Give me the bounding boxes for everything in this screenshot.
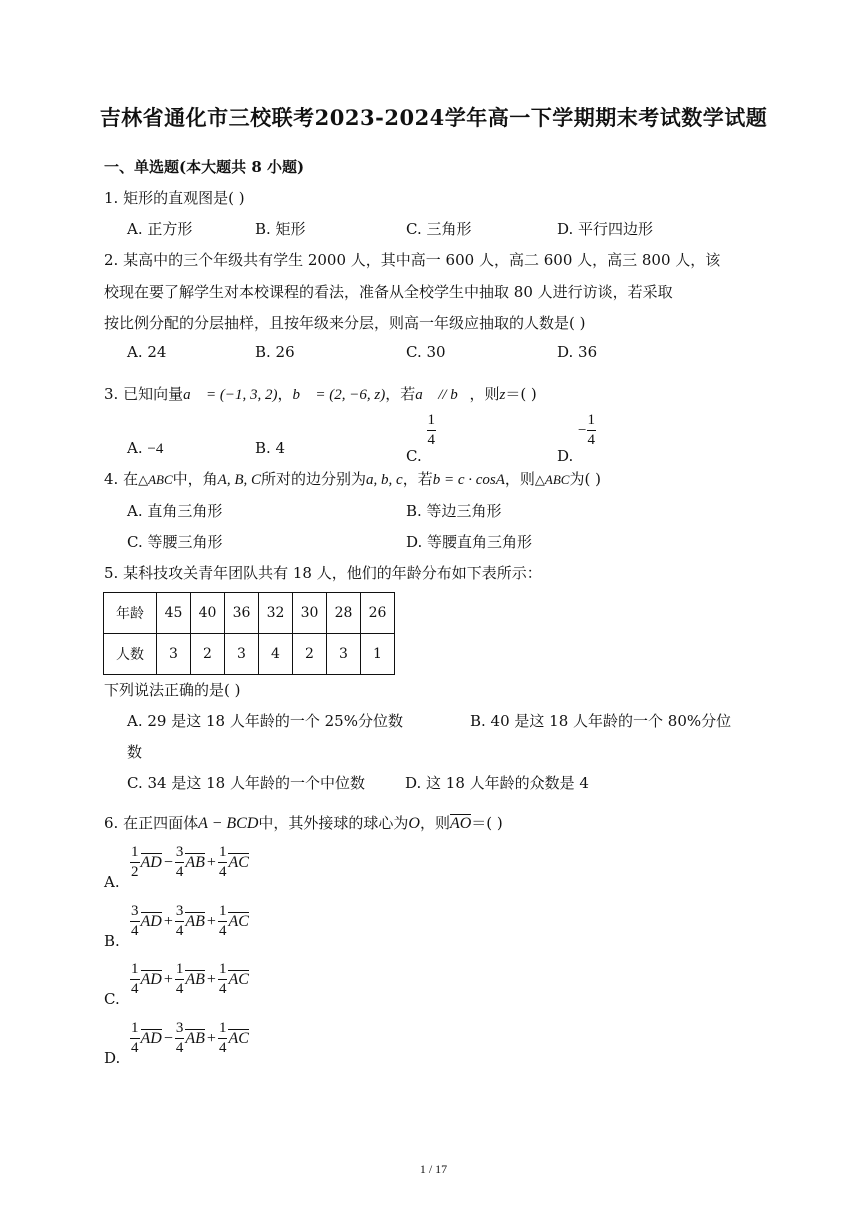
operator: − (163, 1029, 173, 1047)
table-cell: 26 (361, 593, 395, 634)
question-5-stem: 5. 某科技攻关青年团队共有 18 人，他们的年龄分布如下表所示： (104, 564, 542, 582)
q6-option-expression (130, 1021, 249, 1056)
q1-option-a: A. 正方形 (127, 220, 193, 238)
operator: + (206, 912, 216, 930)
q6-option-label: A. (104, 873, 120, 891)
coefficient-fraction: $\frac{3}{4}$ (175, 903, 184, 939)
table-cell: 32 (259, 593, 293, 634)
coefficient-fraction: $\frac{3}{4}$ (131, 903, 139, 939)
page-title: 吉林省通化市三校联考2023-2024学年高一下学期期末考试数学试题 (99, 105, 768, 130)
vector-ac: AC (228, 912, 249, 930)
vector-ad: AD (140, 970, 162, 988)
coefficient-fraction: $\frac{1}{2}$ (131, 844, 139, 880)
q3-z: z (499, 387, 506, 403)
q4-option-b: B. 等边三角形 (406, 502, 502, 520)
q3-parallel-condition: a⃗ // b⃗ (415, 387, 470, 403)
q5-option-c: C. 34 是这 18 人年龄的一个中位数 (127, 774, 365, 792)
table-cell: 2 (293, 634, 327, 675)
operator: + (163, 912, 173, 930)
question-2-line1: 2. 某高中的三个年级共有学生 2000 人，其中高一 600 人，高二 600 人，高三 800 人，该 (104, 251, 721, 269)
coefficient-fraction: $\frac{1}{4}$ (218, 1020, 227, 1056)
q3-tail: ＝( ) (505, 385, 537, 403)
q4-option-a: A. 直角三角形 (127, 502, 223, 520)
coefficient-fraction: $\frac{1}{4}$ (131, 961, 139, 997)
q3-option-c: C. $\frac{1}{4}$ (406, 412, 435, 465)
q4-option-d: D. 等腰直角三角形 (406, 533, 533, 551)
question-3-stem: 3. 已知向量a⃗ = (−1, 3, 2)，b⃗ = (2, −6, z)，若a⃗ // b⃗，则z＝( ) (104, 385, 537, 403)
table-cell: 36 (225, 593, 259, 634)
vector-ac: AC (228, 1029, 249, 1047)
question-4-stem: 4. 在△ABC中，角A, B, C所对的边分别为a, b, c，若b = c · cosA，则△ABC为( ) (104, 470, 601, 488)
q6-option-expression (130, 845, 249, 880)
q3-prefix: 3. 已知向量 (104, 385, 184, 403)
q6-option-label: D. (104, 1049, 121, 1067)
q4-option-c: C. 等腰三角形 (127, 533, 223, 551)
q6-option-expression (130, 962, 249, 997)
q3-cond-pre: ，若 (385, 385, 416, 403)
q4-condition: b = c · cosA (432, 472, 505, 488)
q2-option-a: A. 24 (127, 343, 167, 361)
table-cell: 2 (191, 634, 225, 675)
vector-ad: AD (140, 912, 162, 930)
vector-ab: AB (185, 970, 205, 988)
table-header-count: 人数 (104, 634, 157, 675)
coefficient-fraction: $\frac{3}{4}$ (175, 1020, 184, 1056)
q5-option-d: D. 这 18 人年龄的众数是 4 (405, 774, 589, 792)
table-header-age: 年龄 (104, 593, 157, 634)
vector-ab: AB (185, 1029, 205, 1047)
question-2-line2: 校现在要了解学生对本校课程的看法，准备从全校学生中抽取 80 人进行访谈，若采取 (104, 283, 673, 301)
table-cell: 3 (157, 634, 191, 675)
q4-triangle: △ABC (138, 472, 173, 487)
section-heading: 一、单选题(本大题共 8 小题) (104, 158, 305, 176)
coefficient-fraction: $\frac{1}{4}$ (131, 1020, 139, 1056)
page-number: 1 / 17 (419, 1162, 448, 1176)
q6-option-expression (130, 904, 249, 939)
q4-angles: A, B, C (217, 472, 262, 488)
q2-option-c: C. 30 (406, 343, 446, 361)
q5-option-a: A. 29 是这 18 人年龄的一个 25%分位数 (127, 712, 403, 730)
table-cell: 28 (327, 593, 361, 634)
q5-prompt: 下列说法正确的是( ) (104, 681, 241, 699)
q2-option-d: D. 36 (557, 343, 598, 361)
q3-vector-a: a⃗ = (−1, 3, 2) (183, 387, 278, 403)
q6-option-label: C. (104, 990, 120, 1008)
question-6-stem: 6. 在正四面体A − BCD中，其外接球的球心为O，则AO＝( ) (104, 814, 503, 832)
q1-option-b: B. 矩形 (255, 220, 306, 238)
q3-option-c-fraction: $\frac{1}{4}$ (427, 412, 435, 448)
q4-sides: a, b, c (366, 472, 403, 488)
q5-option-b-continued: 数 (127, 743, 143, 761)
table-cell: 1 (361, 634, 395, 675)
q6-center: O (408, 815, 420, 832)
table-cell: 40 (191, 593, 225, 634)
operator: + (163, 970, 173, 988)
q1-option-c: C. 三角形 (406, 220, 472, 238)
q2-option-b: B. 26 (255, 343, 295, 361)
q6-option-label: B. (104, 932, 120, 950)
q3-option-a: A. −4 (127, 439, 164, 457)
vector-ad: AD (140, 1029, 162, 1047)
vector-ab: AB (185, 912, 205, 930)
coefficient-fraction: $\frac{3}{4}$ (175, 844, 184, 880)
table-cell: 3 (225, 634, 259, 675)
q3-suffix: ，则 (469, 385, 500, 403)
q3-option-d: D. − $\frac{1}{4}$ (557, 412, 596, 465)
table-cell: 45 (157, 593, 191, 634)
age-distribution-table (103, 592, 395, 675)
vector-ab: AB (185, 853, 205, 871)
table-cell: 30 (293, 593, 327, 634)
q5-option-b: B. 40 是这 18 人年龄的一个 80%分位 (470, 712, 732, 730)
operator: + (206, 853, 216, 871)
coefficient-fraction: $\frac{1}{4}$ (218, 903, 227, 939)
vector-ac: AC (228, 970, 249, 988)
operator: − (163, 853, 173, 871)
coefficient-fraction: $\frac{1}{4}$ (218, 844, 227, 880)
coefficient-fraction: $\frac{1}{4}$ (175, 961, 184, 997)
question-1-stem: 1. 矩形的直观图是( ) (104, 189, 245, 207)
operator: + (206, 970, 216, 988)
operator: + (206, 1029, 216, 1047)
q6-solid: A − BCD (198, 815, 259, 832)
vector-ad: AD (140, 853, 162, 871)
vector-ac: AC (228, 853, 249, 871)
table-row (104, 593, 395, 634)
q3-vector-b: b⃗ = (2, −6, z) (292, 387, 386, 403)
q1-option-d: D. 平行四边形 (557, 220, 654, 238)
q6-vector-ao: AO (449, 815, 472, 832)
table-cell: 4 (259, 634, 293, 675)
question-2-line3: 按比例分配的分层抽样，且按年级来分层，则高一年级应抽取的人数是( ) (104, 314, 586, 332)
coefficient-fraction: $\frac{1}{4}$ (218, 961, 227, 997)
q3-option-b: B. 4 (255, 439, 286, 457)
table-row (104, 634, 395, 675)
q3-option-d-fraction: $\frac{1}{4}$ (587, 412, 596, 448)
table-cell: 3 (327, 634, 361, 675)
